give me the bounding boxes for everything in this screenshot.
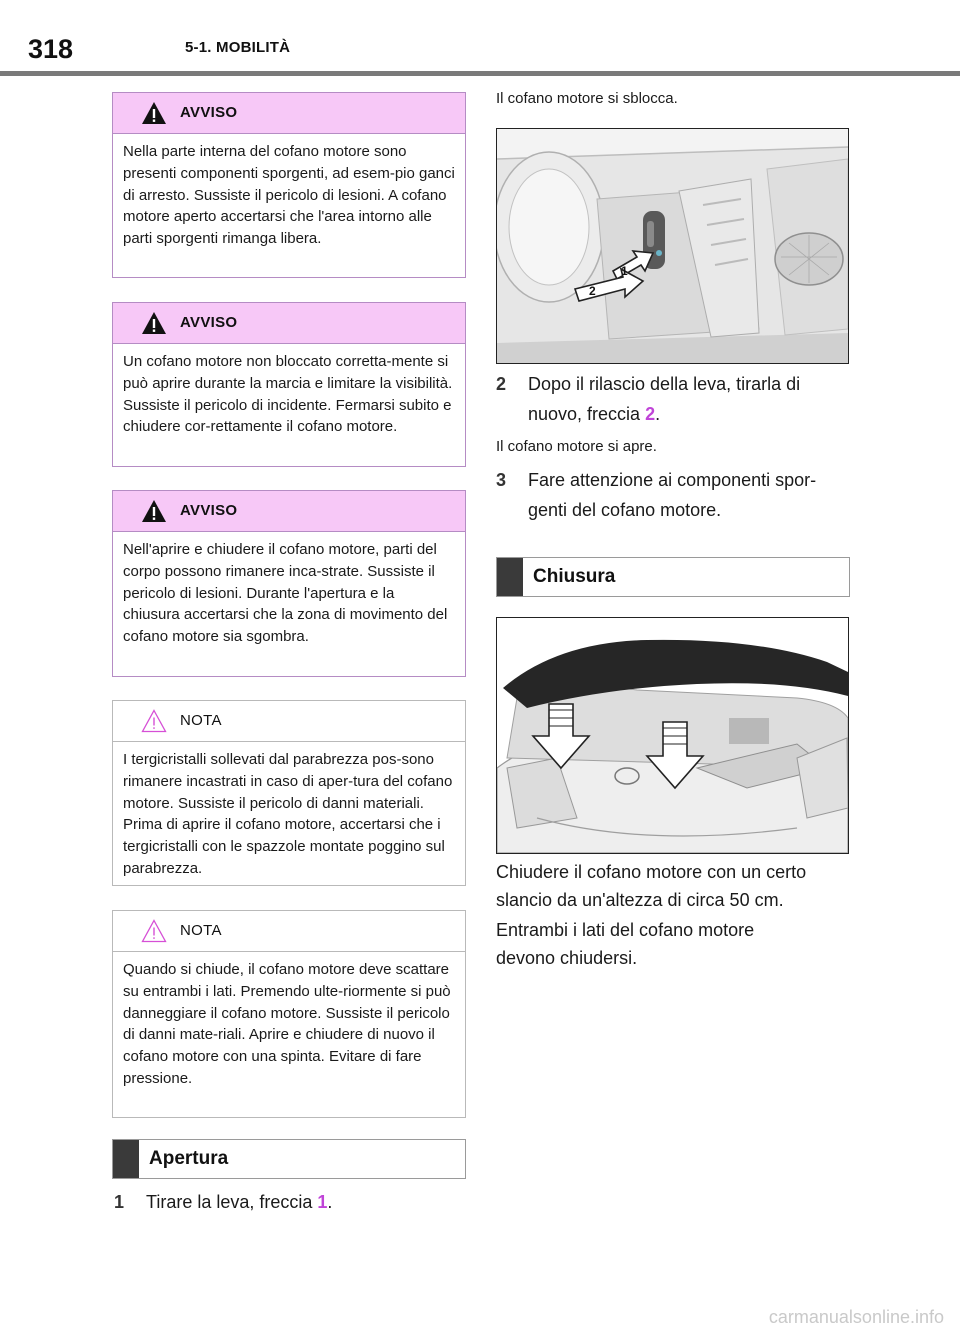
nota-box-header (113, 911, 465, 952)
avviso-box-header (113, 93, 465, 134)
step-text-main: Tirare la leva, freccia (146, 1192, 318, 1212)
step-text (146, 1188, 332, 1216)
figure-lever (496, 128, 849, 364)
figure-bonnet-closing (496, 617, 849, 854)
section-heading-apertura (112, 1139, 466, 1179)
avviso-box-1 (112, 92, 466, 278)
watermark: carmanualsonline.info (768, 1307, 944, 1327)
page-number: 318 (28, 34, 74, 64)
figure-label-2: 2 (589, 284, 596, 298)
step-text-line2 (528, 400, 660, 428)
warning-triangle-icon (141, 101, 167, 125)
closing-instruction: Chiudere il cofano motore con un certo slancio da un'altezza di circa 50 cm. (496, 862, 807, 910)
avviso-box-2 (112, 302, 466, 467)
nota-text: I tergicristalli sollevati dal parabrezza pos-sono rimanere incastrati in caso di aper-tura del cofano motore. Sussiste il pericolo di danni materiali. Prima di aprire il cofano motore, accertarsi che i tergicristalli con le spazzole montate poggino sul parabrezza. (123, 751, 453, 877)
unlock-note: Il cofano motore si sblocca. (496, 90, 678, 107)
closing-note: Entrambi i lati del cofano motore devono chiudersi. (496, 920, 755, 968)
section-heading-chiusura (496, 557, 850, 597)
section-bar-block (113, 1140, 139, 1178)
nota-label: NOTA (180, 922, 222, 939)
step-number: 1 (114, 1192, 125, 1212)
step-text-line2-main: nuovo, freccia (528, 404, 646, 424)
step-number: 3 (496, 470, 507, 490)
step-text-line1: Dopo il rilascio della leva, tirarla di (528, 374, 801, 394)
avviso-text: Un cofano motore non bloccato corretta-mente si può aprire durante la marcia e limitare la visibilità. Sussiste il pericolo di incidente. Fermarsi subito e chiudere cor-rettamente il cofano motore. (123, 353, 453, 436)
warning-triangle-icon (141, 499, 167, 523)
bonnet-illustration (497, 618, 848, 853)
nota-label: NOTA (180, 712, 222, 729)
section-title: Apertura (149, 1148, 229, 1169)
opens-note: Il cofano motore si apre. (496, 438, 657, 455)
avviso-text: Nell'aprire e chiudere il cofano motore, parti del corpo possono rimanere inca-strate. Sussiste il pericolo di lesioni. Durante l'apertura e la chiusura accertarsi che la zona di movimento del cofano motore sia sgombra. (123, 541, 448, 646)
avviso-label: AVVISO (180, 314, 238, 331)
header-rule (0, 71, 960, 76)
nota-box-2 (112, 910, 466, 1118)
section-title: Chiusura (533, 566, 616, 587)
nota-box-header (113, 701, 465, 742)
avviso-text: Nella parte interna del cofano motore sono presenti componenti sporgenti, ad esem-pio ganci di arresto. Sussiste il pericolo di lesioni. A cofano motore aperto accertarsi che l'area intorno alle parti sporgenti rimanga libera. (123, 143, 455, 248)
figure-label-1: 1 (621, 264, 628, 278)
step-text-line1: Fare attenzione ai componenti spor- (528, 470, 817, 490)
nota-text: Quando si chiude, il cofano motore deve scattare su entrambi i lati. Premendo ulte-riormente si può danneggiare il cofano motore. Sussiste il pericolo di danni mate-riali. Aprire e chiudere di nuovo il cofano motore con una spinta. Evitare di fare pressione. (123, 961, 451, 1087)
arrow-ref: 2 (645, 404, 656, 424)
step-text-end: . (655, 404, 661, 424)
avviso-label: AVVISO (180, 104, 238, 121)
step-number: 2 (496, 374, 507, 394)
step-text-end: . (327, 1192, 333, 1212)
nota-box-1 (112, 700, 466, 886)
section-bar-block (497, 558, 523, 596)
step-text (528, 370, 800, 428)
step-text-line2: genti del cofano motore. (528, 500, 722, 520)
avviso-box-header (113, 303, 465, 344)
caution-outline-icon (141, 919, 167, 943)
page-header (0, 0, 960, 80)
arrow-ref: 1 (317, 1192, 328, 1212)
step-text (528, 466, 816, 524)
caution-outline-icon (141, 709, 167, 733)
avviso-box-header (113, 491, 465, 532)
lever-illustration (497, 129, 848, 363)
avviso-box-3 (112, 490, 466, 677)
chapter-title: 5-1. MOBILITÀ (185, 39, 291, 56)
warning-triangle-icon (141, 311, 167, 335)
avviso-label: AVVISO (180, 502, 238, 519)
